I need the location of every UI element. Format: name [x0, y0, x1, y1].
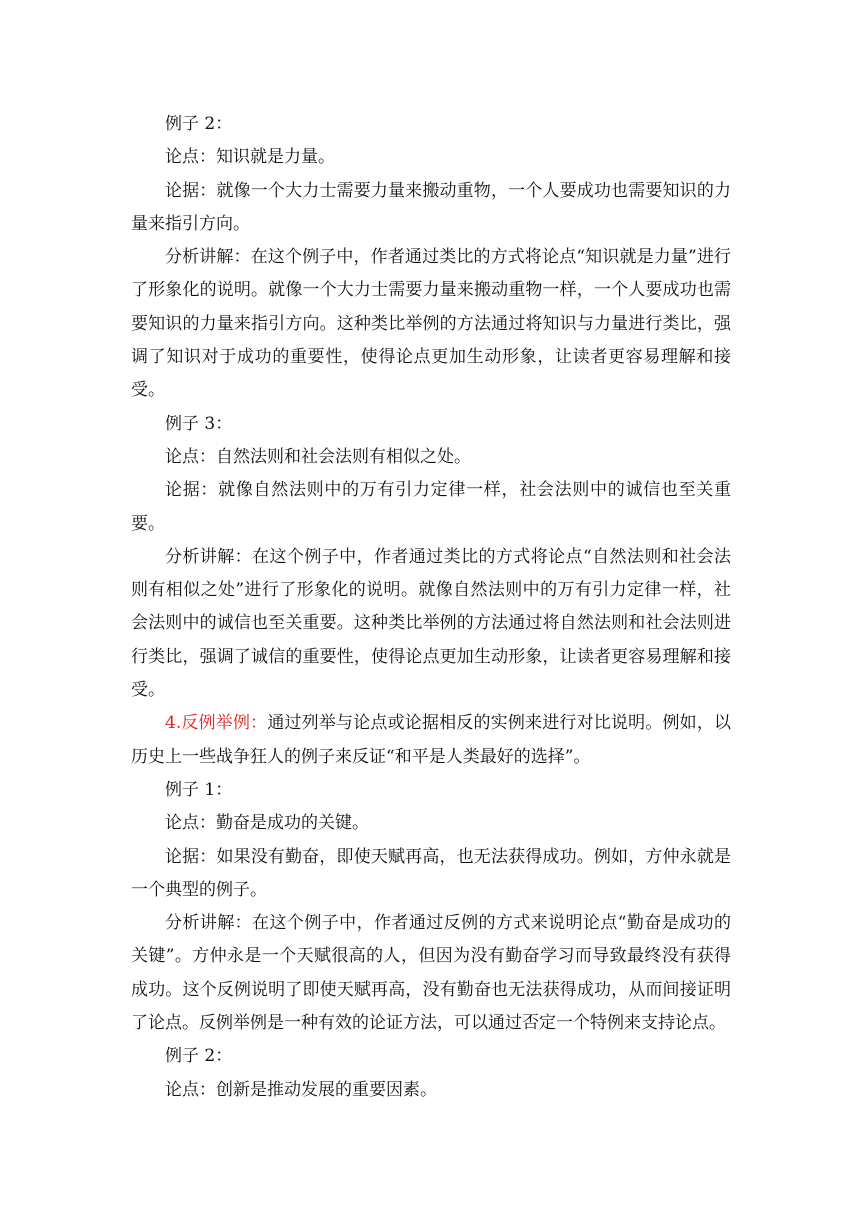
analysis-paragraph: 分析讲解：在这个例子中，作者通过反例的方式来说明论点“勤奋是成功的关键”。方仲永是一个天赋很高的人，但因为没有勤奋学习而导致最终没有获得成功。这个反例说明了即使天赋再高，没有勤奋也无法获得成功，从而间接证明了论点。反例举例是一种有效的论证方法，可以通过否定一个特例来支持论点。 [131, 913, 731, 1034]
section-heading-highlight: 4.反例举例： [165, 713, 268, 734]
analysis-paragraph: 分析讲解：在这个例子中，作者通过类比的方式将论点“知识就是力量”进行了形象化的说明。就像一个大力士需要力量来搬动重物一样，一个人要成功也需要知识的力量来指引方向。这种类比举例的方法通过将知识与力量进行类比，强调了知识对于成功的重要性，使得论点更加生动形象，让读者更容易理解和接受。 [131, 247, 731, 401]
example-heading: 例子 2： [165, 114, 233, 134]
example-heading: 例子 1： [165, 779, 233, 800]
argument-point: 论点：勤奋是成功的关键。 [165, 813, 369, 834]
argument-evidence: 论据：就像自然法则中的万有引力定律一样，社会法则中的诚信也至关重要。 [131, 480, 731, 534]
argument-point: 论点：知识就是力量。 [165, 147, 335, 168]
example-heading: 例子 2： [165, 1046, 233, 1067]
argument-point: 论点：自然法则和社会法则有相似之处。 [165, 446, 471, 467]
example-heading: 例子 3： [165, 413, 233, 434]
argument-point: 论点：创新是推动发展的重要因素。 [165, 1079, 437, 1100]
document-body [131, 108, 731, 1107]
argument-evidence: 论据：就像一个大力士需要力量来搬动重物，一个人要成功也需要知识的力量来指引方向。 [131, 180, 731, 234]
analysis-paragraph: 分析讲解：在这个例子中，作者通过类比的方式将论点“自然法则和社会法则有相似之处”进行了形象化的说明。就像自然法则中的万有引力定律一样，社会法则中的诚信也至关重要。这种类比举例的方法通过将自然法则和社会法则进行类比，强调了诚信的重要性，使得论点更加生动形象，让读者更容易理解和接受。 [131, 546, 731, 701]
section-heading [131, 707, 731, 774]
argument-evidence: 论据：如果没有勤奋，即使天赋再高，也无法获得成功。例如，方仲永就是一个典型的例子。 [131, 846, 731, 900]
section-heading-text: 通过列举与论点或论据相反的实例来进行对比说明。例如，以历史上一些战争狂人的例子来反证“和平是人类最好的选择”。 [131, 713, 731, 767]
